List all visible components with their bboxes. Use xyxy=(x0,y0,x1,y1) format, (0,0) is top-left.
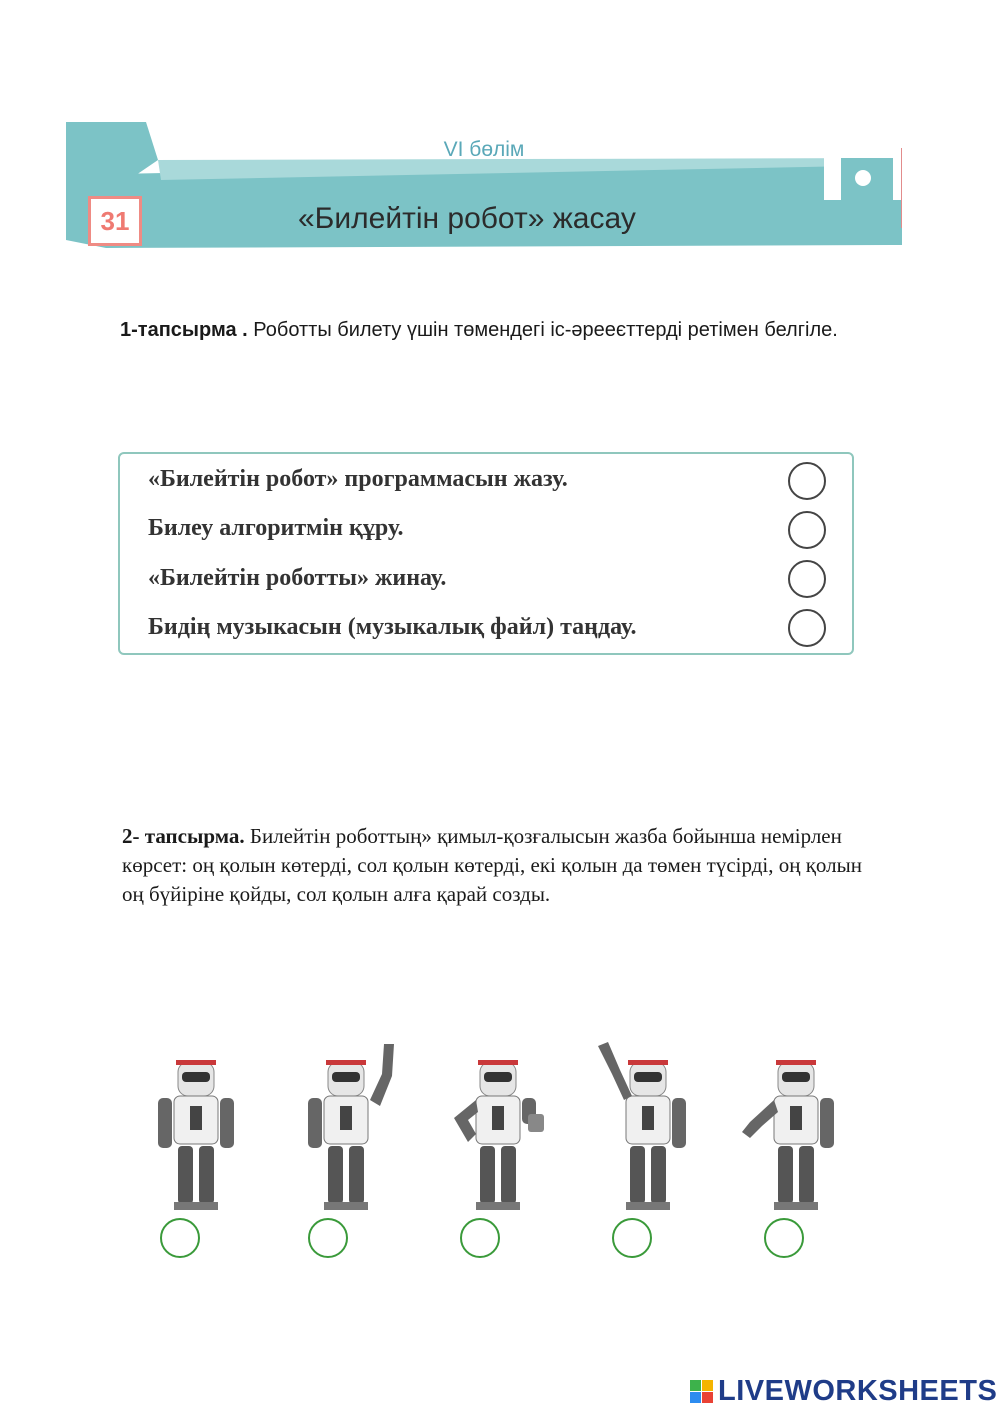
task1-text: Роботты билету үшін төмендегі іс-әрееєттерді ретімен белгіле. xyxy=(253,319,838,341)
order-answer-circle[interactable] xyxy=(788,560,826,598)
robot-pose-1 xyxy=(136,1036,256,1216)
lesson-header xyxy=(66,120,902,265)
robot-number-circle[interactable] xyxy=(764,1218,804,1258)
task1-item: Билеу алгоритмін құру. xyxy=(148,515,404,541)
task1-item: Бидің музыкасын (музыкалық файл) таңдау. xyxy=(148,614,637,640)
robot-pose-3 xyxy=(438,1036,558,1216)
task2-instruction xyxy=(122,822,882,909)
robot-number-circle[interactable] xyxy=(308,1218,348,1258)
order-answer-circle[interactable] xyxy=(788,462,826,500)
task1-instruction xyxy=(120,312,880,348)
lesson-title: «Билейтін робот» жасау xyxy=(298,202,636,235)
task2-label: 2- тапсырма. xyxy=(122,824,245,848)
robot-number-circle[interactable] xyxy=(612,1218,652,1258)
task1-box xyxy=(118,452,854,655)
task1-item: «Билейтін робот» программасын жазу. xyxy=(148,466,568,492)
robot-pose-4 xyxy=(588,1036,708,1216)
logo-text: LIVEWORKSHEETS xyxy=(718,1375,998,1407)
order-answer-circle[interactable] xyxy=(788,609,826,647)
task1-item: «Билейтін роботты» жинау. xyxy=(148,565,447,591)
section-label: VI бөлім xyxy=(443,138,525,161)
robot-pose-2 xyxy=(286,1036,406,1216)
robot-poses-row xyxy=(96,1036,866,1268)
robot-number-circle[interactable] xyxy=(160,1218,200,1258)
task1-label: 1-тапсырма . xyxy=(120,319,248,341)
liveworksheets-logo-icon xyxy=(690,1380,714,1404)
task2-text: Билейтін роботтың» қимыл-қозғалысын жазба бойынша немірлен көрсет: оң қолын көтерді, сол қолын көтерді, екі қолын да төмен түсірді, оң қолын оң бүйіріне қойды, сол қолын алға қарай созды. xyxy=(122,824,862,906)
robot-pose-5 xyxy=(736,1036,856,1216)
lesson-number-badge: 31 xyxy=(88,196,142,246)
order-answer-circle[interactable] xyxy=(788,511,826,549)
robot-number-circle[interactable] xyxy=(460,1218,500,1258)
